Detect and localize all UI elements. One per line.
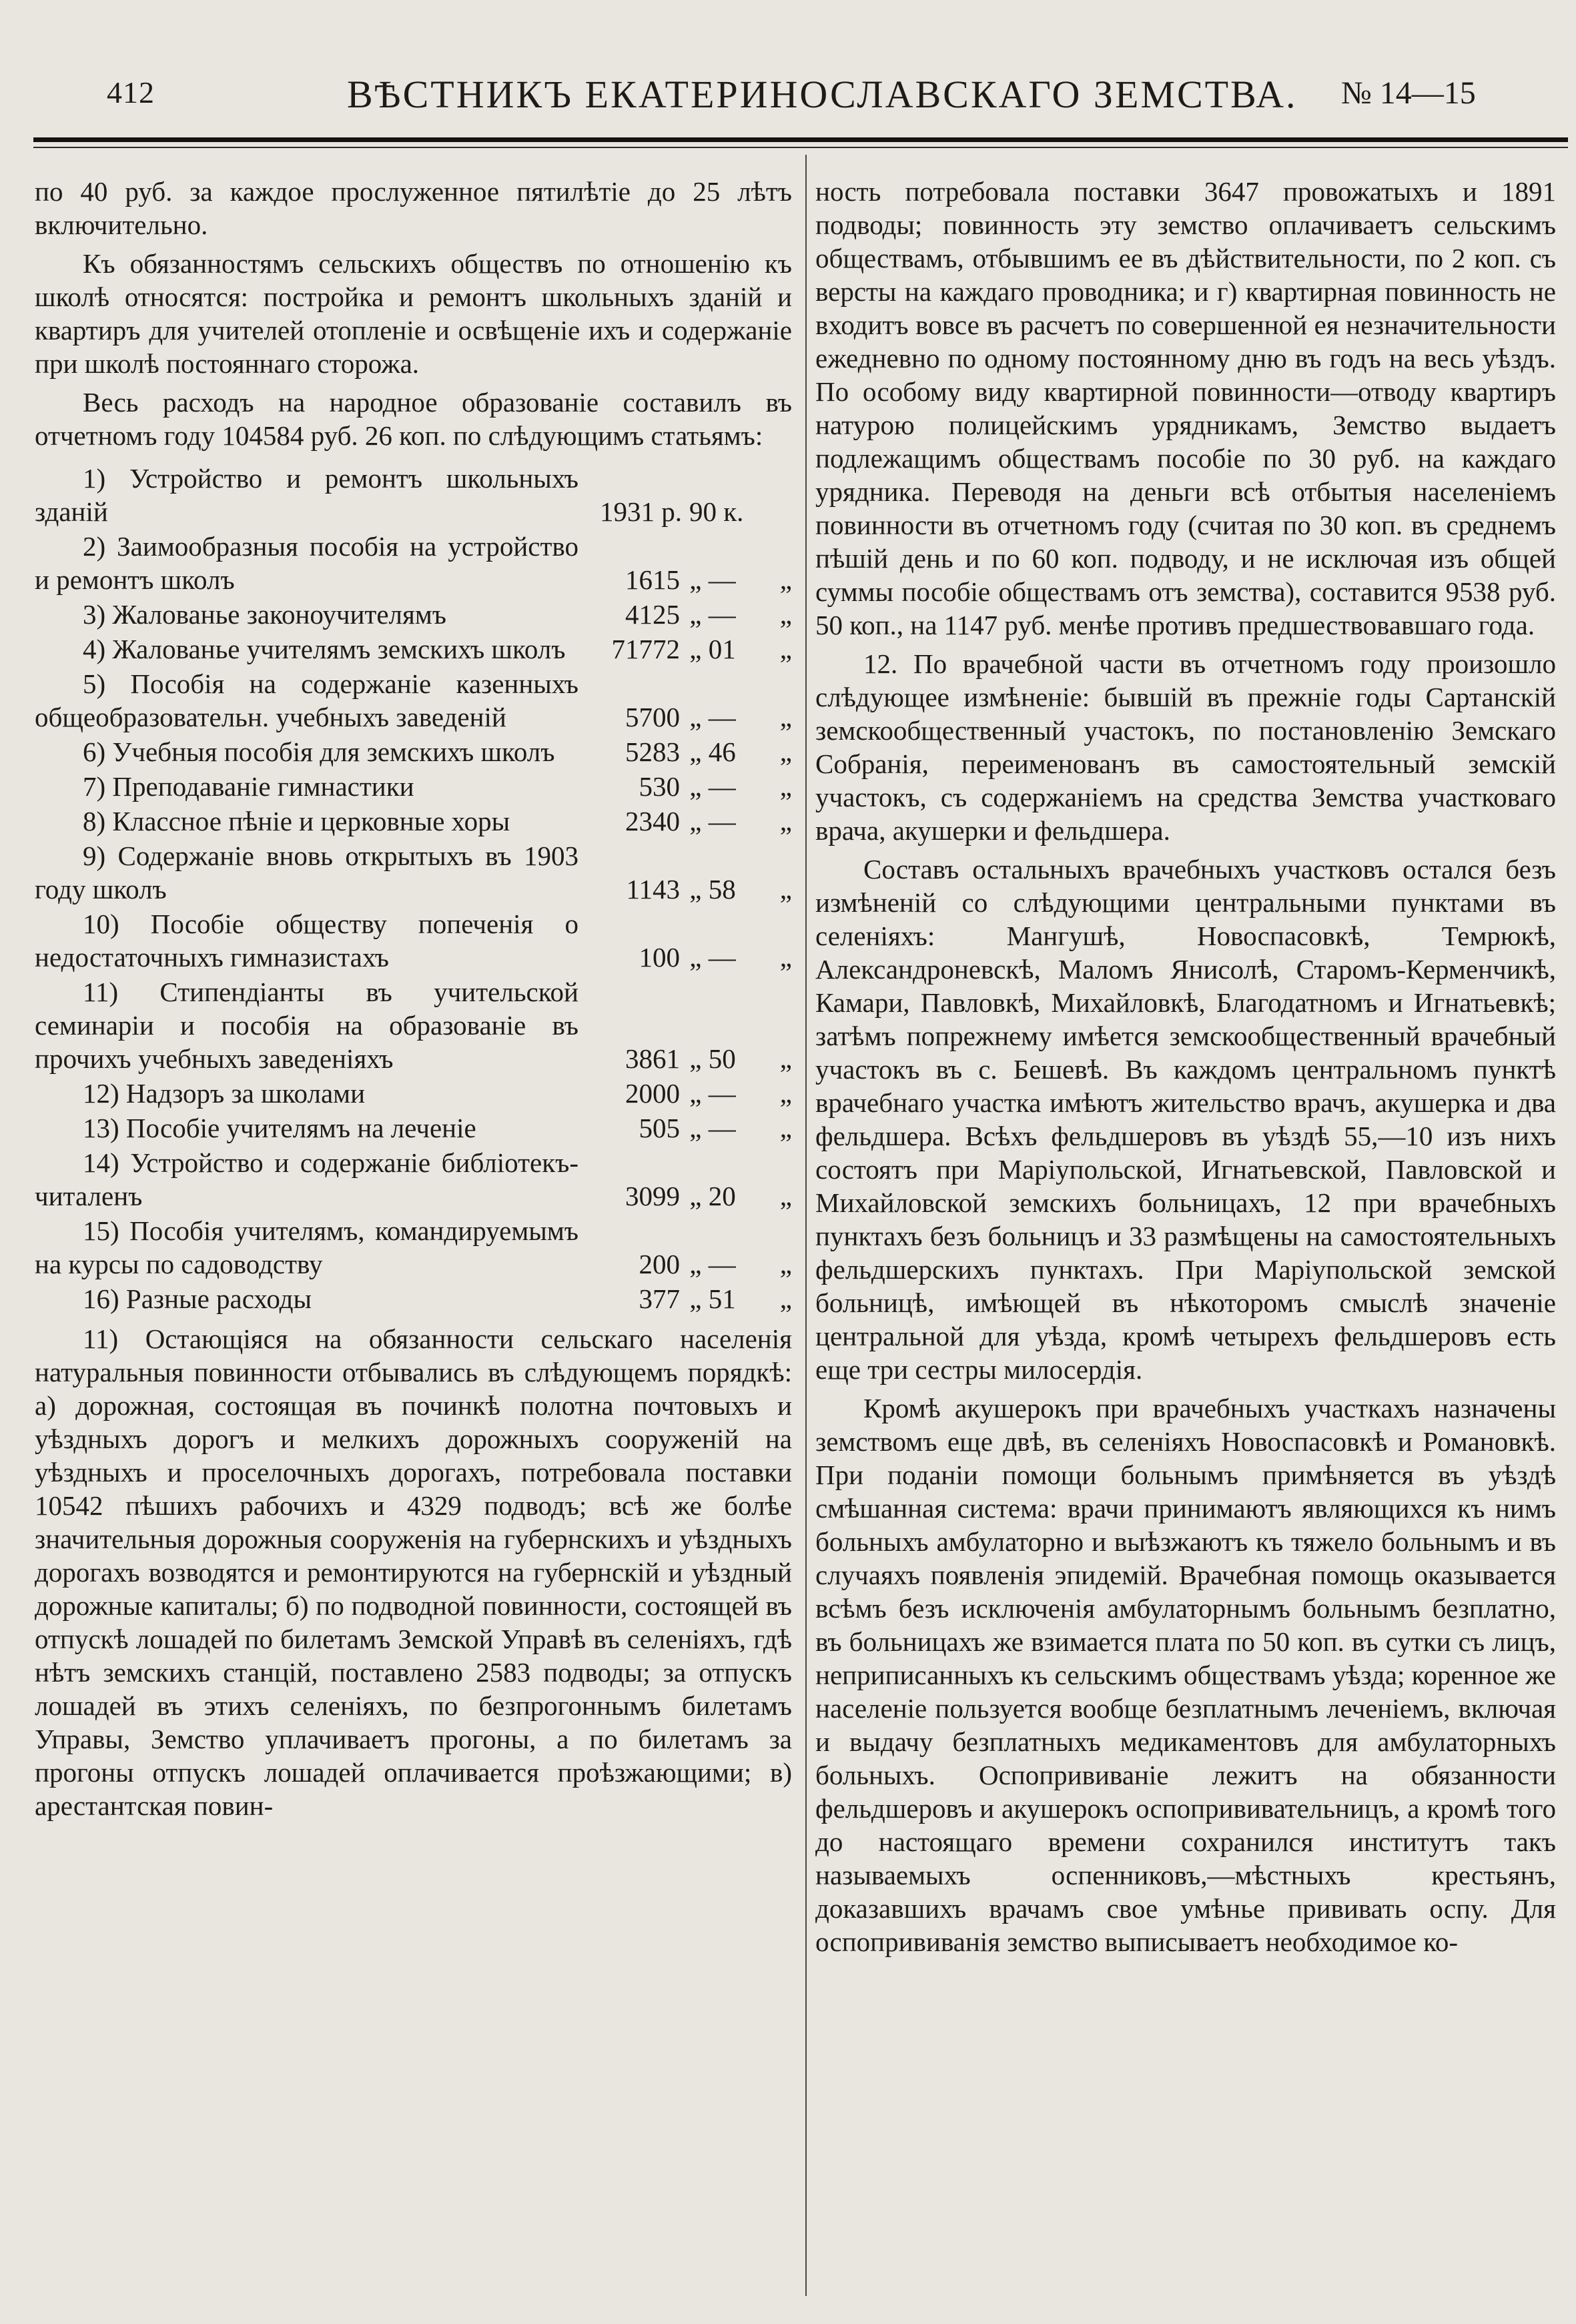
paragraph: по 40 руб. за каждое прослуженное пятилѣтіе до 25 лѣтъ включительно. bbox=[35, 176, 792, 240]
paragraph: Весь расходъ на народное образованіе составилъ въ отчетномъ году 104584 руб. 26 коп. по слѣдующимъ статьямъ: bbox=[35, 387, 792, 451]
header-rule-thick bbox=[33, 137, 1568, 142]
header-rule-thin bbox=[33, 147, 1568, 148]
page-header bbox=[33, 0, 1501, 147]
expense-item: 4) Жалованье учителямъ земскихъ школъ 71772 „ 01 „ bbox=[83, 634, 792, 664]
paragraph: 11) Остающіяся на обязанности сельскаго населенія натуральныя повинности отбывались въ слѣдующемъ порядкѣ: а) дорожная, состоящая въ починкѣ полотна почтовыхъ и уѣздныхъ дорогъ и мелкихъ дорожныхъ сооруженій на уѣздныхъ и проселочныхъ дорогахъ, потребовала поставки 10542 пѣшихъ рабочихъ и 4329 подводъ; всѣ же болѣе значительныя дорожныя сооруженія на губернскихъ и уѣздныхъ дорогахъ возводятся и ремонтируются на губернскій и уѣздный дорожные капиталы; б) по подводной повинности, состоящей въ отпускѣ лошадей по билетамъ Земской Управѣ въ селеніяхъ, гдѣ нѣтъ земскихъ станцій, поставлено 2583 подводы; за отпускъ лошадей въ этихъ селеніяхъ, по безпрогоннымъ билетамъ Управы, Земство уплачиваетъ прогоны, а по билетамъ за прогоны отпускъ лошадей оплачивается проѣзжающими; в) арестантская повин- bbox=[35, 1323, 792, 1821]
expense-item: 13) Пособіе учителямъ на леченіе 505 „ — „ bbox=[83, 1113, 792, 1143]
expense-item: 12) Надзоръ за школами 2000 „ — „ bbox=[83, 1078, 792, 1109]
expense-item: 5) Пособія на содержаніе казенныхъ общеобразовательн. учебныхъ заведеній 5700 „ — „ bbox=[35, 668, 792, 732]
expense-item: 8) Классное пѣніе и церковные хоры 2340 „ — „ bbox=[83, 806, 792, 836]
paragraph: Къ обязанностямъ сельскихъ обществъ по отношенію къ школѣ относятся: постройка и ремонтъ школьныхъ зданій и квартиръ для учителей отопленіе и освѣщеніе ихъ и содержаніе при школѣ постояннаго сторожа. bbox=[35, 248, 792, 379]
expense-item: 6) Учебныя пособія для земскихъ школъ 5283 „ 46 „ bbox=[83, 736, 792, 767]
issue-number: № 14—15 bbox=[1341, 75, 1476, 111]
expense-list bbox=[35, 462, 792, 1315]
left-column bbox=[35, 175, 792, 1828]
expense-item: 10) Пособіе обществу попеченія о недостаточныхъ гимназистахъ 100 „ — „ bbox=[35, 909, 792, 973]
journal-title: ВѢСТНИКЪ ЕКАТЕРИНОСЛАВСКАГО ЗЕМСТВА. bbox=[347, 73, 1298, 116]
expense-item: 7) Преподаваніе гимнастики 530 „ — „ bbox=[83, 771, 792, 802]
expense-item: 2) Заимообразныя пособія на устройство и ремонтъ школъ 1615 „ — „ bbox=[35, 531, 792, 595]
expense-item: 1) Устройство и ремонтъ школьныхъ зданій 1931 р. 90 к. bbox=[35, 463, 744, 527]
paragraph: Кромѣ акушерокъ при врачебныхъ участкахъ назначены земствомъ еще двѣ, въ селеніяхъ Новоспасовкѣ и Романовкѣ. При поданіи помощи больнымъ примѣняется въ уѣздѣ смѣшанная система: врачи принимаютъ являющихся къ нимъ больныхъ амбулаторно и выѣзжаютъ къ тяжело больнымъ и въ случаяхъ появленія эпидемій. Врачебная помощь оказывается всѣмъ безъ исключенія амбулаторнымъ больнымъ безплатно, въ больницахъ же взимается плата по 50 коп. въ сутки съ лицъ, неприписанныхъ къ сельскимъ обществамъ уѣзда; коренное же населеніе пользуется вообще безплатнымъ леченіемъ, включая и выдачу безплатныхъ медикаментовъ для амбулаторныхъ больныхъ. Оспопрививаніе лежитъ на обязанности фельдшеровъ и акушерокъ оспопрививательницъ, а кромѣ того до настоящаго времени сохранился институтъ такъ называемыхъ оспенниковъ,—мѣстныхъ крестьянъ, доказавшихъ врачамъ свое умѣнье прививать оспу. Для оспопрививанія земство выписываетъ необходимое ко- bbox=[815, 1393, 1556, 1957]
expense-item: 16) Разные расходы 377 „ 51 „ bbox=[83, 1283, 792, 1314]
expense-item: 11) Стипендіанты въ учительской семинаріи и пособія на образованіе въ прочихъ учебныхъ заведеніяхъ 3861 „ 50 „ bbox=[35, 977, 792, 1074]
expense-item: 15) Пособія учителямъ, командируемымъ на курсы по садоводству 200 „ — „ bbox=[35, 1215, 792, 1279]
paragraph: 12. По врачебной части въ отчетномъ году произошло слѣдующее измѣненіе: бывшій въ прежніе годы Сартанскій земскообщественный участокъ, по постановленію Земскаго Собранія, переименованъ въ самостоятельный земскій участокъ, съ содержаніемъ на средства Земства участковаго врача, акушерки и фельдшера. bbox=[815, 648, 1556, 846]
paragraph: Составъ остальныхъ врачебныхъ участковъ остался безъ измѣненій со слѣдующими центральными пунктами въ селеніяхъ: Мангушѣ, Новоспасовкѣ, Темрюкѣ, Александроневскѣ, Маломъ Янисолѣ, Старомъ-Керменчикѣ, Камари, Павловкѣ, Михайловкѣ, Благодатномъ и Игнатьевкѣ; затѣмъ попрежнему имѣется земскообщественный врачебный участокъ въ с. Бешевѣ. Въ каждомъ центральномъ пунктѣ врачебнаго участка имѣютъ жительство врачъ, акушерка и два фельдшера. Всѣхъ фельдшеровъ въ уѣздѣ 55,—10 изъ нихъ состоятъ при Маріупольской, Игнатьевской, Павловской и Михайловской земскихъ больницахъ, 12 при врачебныхъ пунктахъ безъ больницъ и 33 размѣщены на самостоятельныхъ фельдшерскихъ пунктахъ. При Маріупольской земской больницѣ, имѣющей въ нѣкоторомъ смыслѣ значеніе центральной для уѣзда, кромѣ четырехъ фельдшеровъ есть еще три сестры милосердія. bbox=[815, 854, 1556, 1385]
expense-item: 3) Жалованье законоучителямъ 4125 „ — „ bbox=[83, 599, 792, 630]
paragraph: ность потребовала поставки 3647 провожатыхъ и 1891 подводы; повинность эту земство оплачиваетъ сельскимъ обществамъ, отбывшимъ ее въ дѣйствительности, по 2 коп. съ версты на каждаго проводника; и г) квартирная повинность не входитъ вовсе въ расчетъ по совершенной ея незначительности ежедневно по одному постоянному дню въ годъ на весь уѣздъ. По особому виду квартирной повинности—отводу квартиръ натурою полицейскимъ урядникамъ, Земство выдаетъ подлежащимъ обществамъ пособіе по 30 руб. на каждаго урядника. Переводя на деньги всѣ отбытыя населеніемъ повинности въ отчетномъ году (считая по 30 коп. въ среднемъ пѣшій день и по 60 коп. подводу, и не исключая изъ общей суммы пособіе обществамъ отъ земства), составится 9538 руб. 50 коп., на 1147 руб. менѣе противъ предшествовавшаго года. bbox=[815, 176, 1556, 640]
right-column bbox=[815, 175, 1556, 1964]
column-divider bbox=[805, 155, 807, 2296]
expense-item: 9) Содержаніе вновь открытыхъ въ 1903 году школъ 1143 „ 58 „ bbox=[35, 840, 792, 905]
expense-item: 14) Устройство и содержаніе библіотекъ-читаленъ 3099 „ 20 „ bbox=[35, 1147, 792, 1211]
page-number: 412 bbox=[107, 75, 155, 109]
